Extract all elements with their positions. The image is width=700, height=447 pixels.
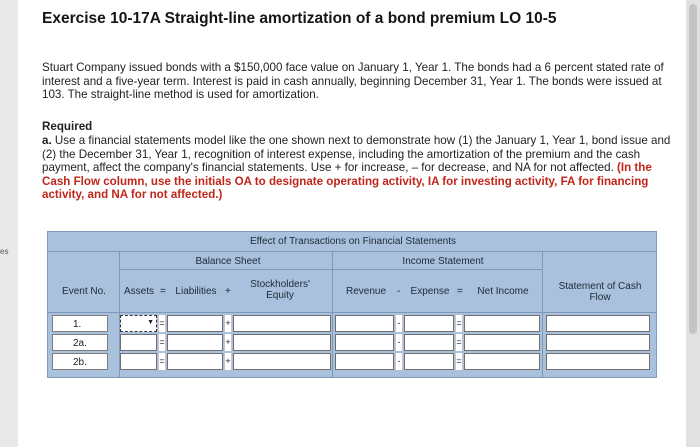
- part-a-lead: a.: [42, 134, 52, 147]
- required-heading: Required: [42, 120, 93, 133]
- revenue-input-2b[interactable]: [335, 353, 394, 370]
- op-minus: -: [395, 334, 403, 351]
- vertical-scrollbar[interactable]: [686, 0, 700, 447]
- part-a-text: Use a financial statements model like the one shown next to demonstrate how (1) the January 1, Year 1, bond issue and (2) the December 31, Year 1, recognition of interest expense, including the amortization of the premium and the cash payment, affect the company's financial statements. Use + for increase, – for decrease, and NA for not affected.: [42, 134, 671, 175]
- financial-statements-model-table: [47, 231, 657, 378]
- row-event-1: 1.: [52, 315, 108, 332]
- cash-flow-input-1[interactable]: [546, 315, 650, 332]
- equity-input-2a[interactable]: [233, 334, 331, 351]
- col-event-no: Event No.: [62, 286, 106, 297]
- assets-input-2b[interactable]: [120, 353, 157, 370]
- op-plus: +: [224, 353, 232, 370]
- edge-label: es: [0, 247, 9, 256]
- op-minus: -: [395, 315, 403, 332]
- op-plus: +: [224, 334, 232, 351]
- part-a-instructions: [42, 134, 672, 202]
- op-eq: =: [158, 353, 166, 370]
- equity-input-1[interactable]: [233, 315, 331, 332]
- col-stockholders-equity: Stockholders' Equity: [250, 279, 310, 301]
- op-eq: =: [158, 315, 166, 332]
- net-income-input-1[interactable]: [464, 315, 540, 332]
- header-op-minus: -: [397, 286, 401, 297]
- row-event-2a: 2a.: [52, 334, 108, 351]
- col-assets: Assets: [123, 286, 154, 297]
- table-main-header: Effect of Transactions on Financial Statements: [249, 236, 457, 247]
- cash-flow-input-2b[interactable]: [546, 353, 650, 370]
- op-plus: +: [224, 315, 232, 332]
- scrollbar-thumb[interactable]: [689, 4, 697, 334]
- assets-select-1[interactable]: [120, 315, 157, 332]
- op-minus: -: [395, 353, 403, 370]
- cash-flow-input-2a[interactable]: [546, 334, 650, 351]
- col-revenue: Revenue: [345, 286, 387, 297]
- op-eq-2: =: [455, 353, 463, 370]
- part-a-cash-flow-note: (In the Cash Flow column, use the initials OA to designate operating activity, IA for investing activity, FA for financing activity, and NA for not affected.): [42, 161, 652, 202]
- col-statement-of-cash-flow: Statement of Cash Flow: [558, 281, 642, 303]
- revenue-input-2a[interactable]: [335, 334, 394, 351]
- header-op-eq-2: =: [457, 286, 463, 297]
- header-op-eq: =: [160, 286, 166, 297]
- col-net-income: Net Income: [477, 286, 529, 297]
- content-page: [18, 0, 686, 447]
- chevron-down-icon: ▼: [147, 319, 154, 326]
- header-op-plus: +: [225, 286, 231, 297]
- net-income-input-2b[interactable]: [464, 353, 540, 370]
- op-eq-2: =: [455, 334, 463, 351]
- income-statement-header: Income Statement: [402, 256, 484, 267]
- expense-input-2b[interactable]: [404, 353, 454, 370]
- assets-input-2a[interactable]: [120, 334, 157, 351]
- row-event-2b: 2b.: [52, 353, 108, 370]
- equity-input-2b[interactable]: [233, 353, 331, 370]
- problem-text: Stuart Company issued bonds with a $150,000 face value on January 1, Year 1. The bonds had a 6 percent stated rate of interest and a five-year term. Interest is paid in cash annually, beginning December 31, Year 1. The bonds were issued at 103. The straight-line method is used for amortization.: [42, 61, 664, 102]
- exercise-title: Exercise 10-17A Straight-line amortization of a bond premium LO 10-5: [42, 10, 557, 27]
- col-expense: Expense: [410, 286, 450, 297]
- op-eq-2: =: [455, 315, 463, 332]
- left-panel-edge: [0, 0, 19, 447]
- liabilities-input-2b[interactable]: [167, 353, 223, 370]
- col-liabilities: Liabilities: [175, 286, 217, 297]
- revenue-input-1[interactable]: [335, 315, 394, 332]
- op-eq: =: [158, 334, 166, 351]
- balance-sheet-header: Balance Sheet: [195, 256, 261, 267]
- expense-input-2a[interactable]: [404, 334, 454, 351]
- liabilities-input-2a[interactable]: [167, 334, 223, 351]
- expense-input-1[interactable]: [404, 315, 454, 332]
- liabilities-input-1[interactable]: [167, 315, 223, 332]
- net-income-input-2a[interactable]: [464, 334, 540, 351]
